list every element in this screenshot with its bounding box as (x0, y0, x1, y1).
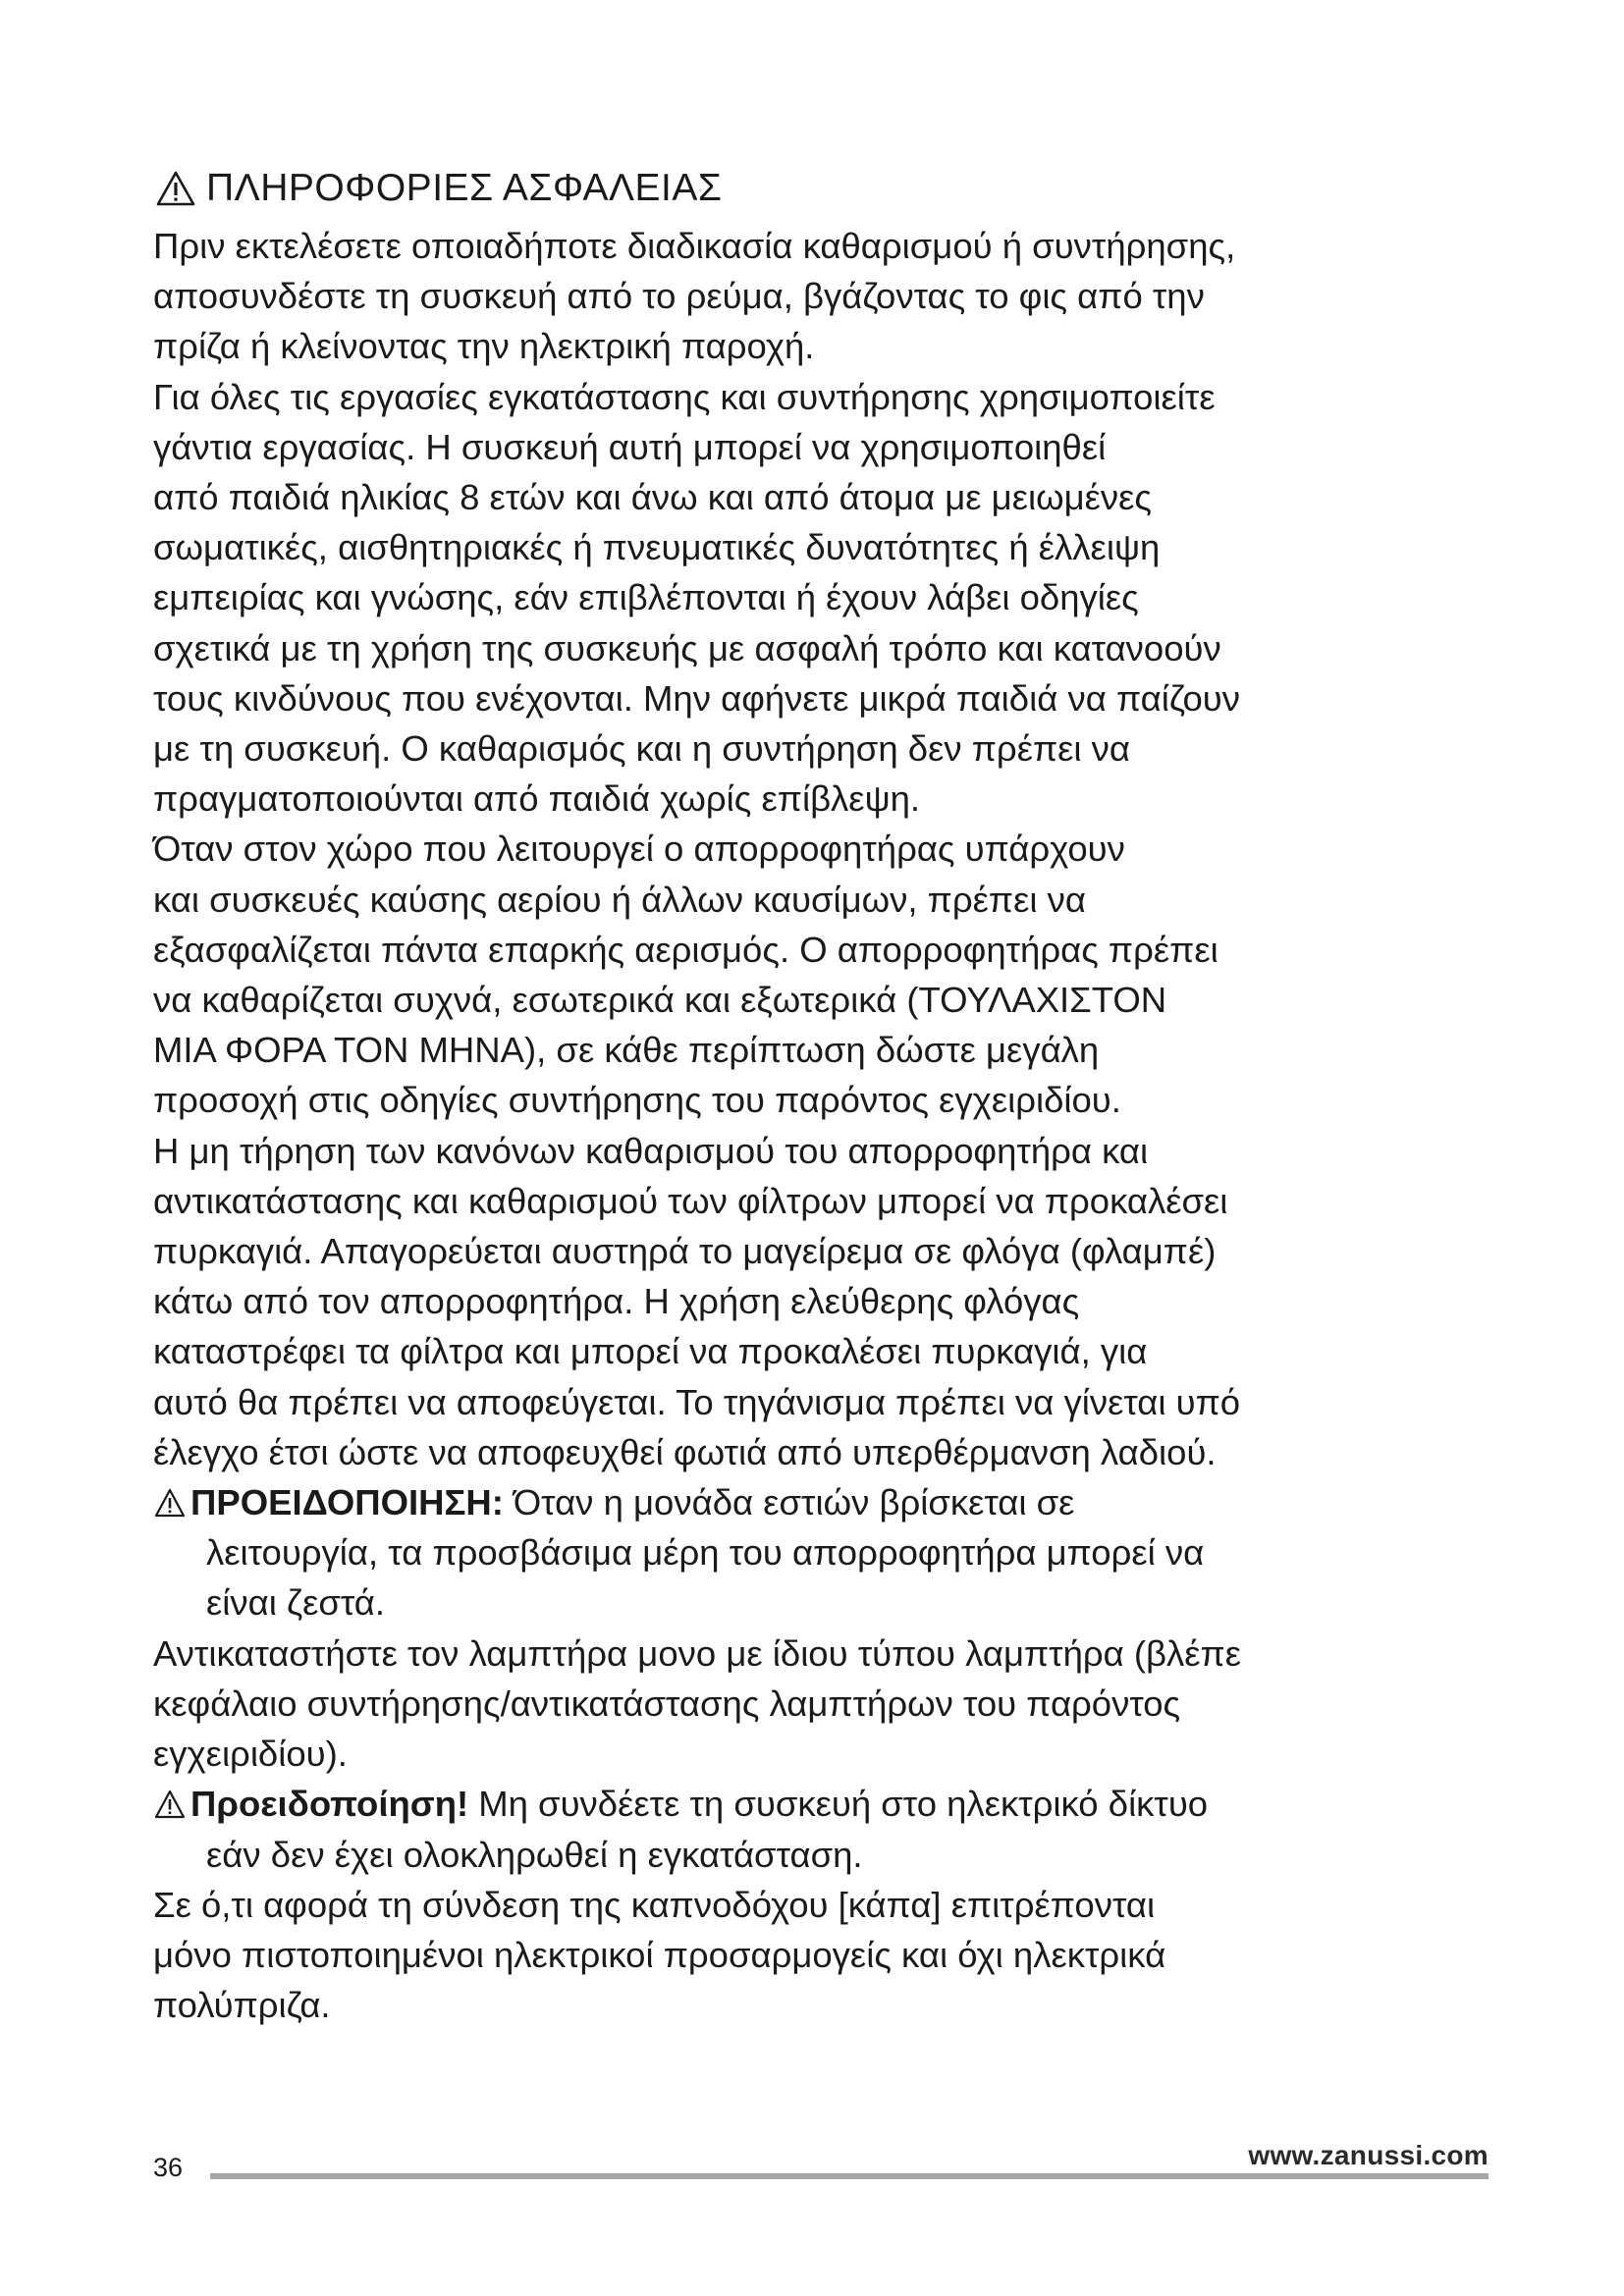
text-line: γάντια εργασίας. Η συσκευή αυτή μπορεί να χρησιμοποιηθεί (153, 426, 1107, 467)
text-line: εγχειριδίου). (153, 1734, 348, 1775)
warning-installation (153, 1779, 1489, 1879)
warning-triangle-icon (153, 1487, 187, 1519)
text-line: αντικατάστασης και καθαρισμού των φίλτρων μπορεί να προκαλέσει (153, 1180, 1228, 1221)
text-line: έλεγχο έτσι ώστε να αποφευχθεί φωτιά από υπερθέρμανση λαδιού. (153, 1431, 1217, 1472)
paragraph-ventilation (153, 824, 1489, 1125)
text-line: σχετικά με τη χρήση της συσκευής με ασφαλή τρόπο και κατανοούν (153, 627, 1221, 668)
section-heading-text: ΠΛΗΡΟΦΟΡΙΕΣ ΑΣΦΑΛΕΙΑΣ (206, 167, 723, 209)
text-line: κεφάλαιο συντήρησης/αντικατάστασης λαμπτήρων του παρόντος (153, 1682, 1181, 1724)
paragraph-disconnect (153, 221, 1489, 372)
text-line: από παιδιά ηλικίας 8 ετών και άνω και από άτομα με μειωμένες (153, 477, 1152, 518)
warning-first-line (153, 1477, 1489, 1527)
text-line: σωματικές, αισθητηριακές ή πνευματικές δυνατότητες ή έλλειψη (153, 527, 1161, 568)
text-line: πραγματοποιούνται από παιδιά χωρίς επίβλεψη. (153, 778, 921, 820)
text-line: προσοχή στις οδηγίες συντήρησης του παρόντος εγχειριδίου. (153, 1080, 1121, 1121)
text-line: Πριν εκτελέσετε οποιαδήποτε διαδικασία καθαρισμού ή συντήρησης, (153, 226, 1236, 266)
paragraph-gloves-children (153, 372, 1489, 825)
warning-text: Όταν η μονάδα εστιών βρίσκεται σε (513, 1482, 1075, 1523)
warning-label: Προειδοποίηση! (190, 1784, 469, 1825)
text-line: αποσυνδέστε τη συσκευή από το ρεύμα, βγάζοντας το φις από την (153, 276, 1205, 317)
text-line: ΜΙΑ ΦΟΡΑ ΤΟΝ ΜΗΝΑ), σε κάθε περίπτωση δώστε μεγάλη (153, 1030, 1100, 1071)
text-line: εάν δεν έχει ολοκληρωθεί η εγκατάσταση. (206, 1834, 863, 1875)
text-line: είναι ζεστά. (206, 1582, 386, 1624)
section-heading (153, 163, 1489, 214)
text-line: τους κινδύνους που ενέχονται. Μην αφήνετε μικρά παιδιά να παίζουν (153, 677, 1240, 719)
page-footer (153, 2140, 1489, 2187)
text-line: πυρκαγιά. Απαγορεύεται αυστηρά το μαγείρεμα σε φλόγα (φλαμπέ) (153, 1231, 1217, 1272)
text-line: πολύπριζα. (153, 1985, 331, 2026)
page-number: 36 (153, 2153, 184, 2182)
text-line: μόνο πιστοποιημένοι ηλεκτρικοί προσαρμογείς και όχι ηλεκτρικά (153, 1934, 1166, 1975)
paragraph-lamp-replacement (153, 1629, 1489, 1780)
website-link[interactable]: www.zanussi.com (1248, 2140, 1489, 2170)
warning-triangle-icon (153, 1789, 187, 1820)
text-line: εμπειρίας και γνώσης, εάν επιβλέπονται ή έχουν λάβει οδηγίες (153, 577, 1139, 618)
warning-first-line (153, 1779, 1489, 1829)
paragraph-fire-risk (153, 1126, 1489, 1477)
text-line: με τη συσκευή. Ο καθαρισμός και η συντήρηση δεν πρέπει να (153, 728, 1131, 770)
text-line: να καθαρίζεται συχνά, εσωτερικά και εξωτερικά (ΤΟΥΛΑΧΙΣΤΟΝ (153, 980, 1167, 1021)
text-line: Η μη τήρηση των κανόνων καθαρισμού του απορροφητήρα και (153, 1130, 1149, 1171)
warning-hot-parts (153, 1477, 1489, 1629)
warning-triangle-icon (155, 170, 196, 207)
text-line: και συσκευές καύσης αερίου ή άλλων καυσίμων, πρέπει να (153, 879, 1086, 920)
text-line: εξασφαλίζεται πάντα επαρκής αερισμός. Ο απορροφητήρας πρέπει (153, 929, 1218, 970)
paragraph-chimney-connection (153, 1880, 1489, 2031)
footer-divider (210, 2173, 1489, 2179)
page-content (153, 163, 1489, 2030)
warning-label: ΠΡΟΕΙΔΟΠΟΙΗΣΗ: (190, 1482, 504, 1523)
text-line: καταστρέφει τα φίλτρα και μπορεί να προκαλέσει πυρκαγιά, για (153, 1331, 1148, 1372)
text-line: Για όλες τις εργασίες εγκατάστασης και συντήρησης χρησιμοποιείτε (153, 376, 1216, 417)
text-line: Αντικαταστήστε τον λαμπτήρα μονο με ίδιου τύπου λαμπτήρα (βλέπε (153, 1632, 1242, 1674)
text-line: Όταν στον χώρο που λειτουργεί ο απορροφητήρας υπάρχουν (153, 828, 1125, 870)
text-line: Σε ό,τι αφορά τη σύνδεση της καπνοδόχου [κάπα] επιτρέπονται (153, 1884, 1156, 1925)
text-line: πρίζα ή κλείνοντας την ηλεκτρική παροχή. (153, 326, 815, 367)
text-line: αυτό θα πρέπει να αποφεύγεται. Το τηγάνισμα πρέπει να γίνεται υπό (153, 1381, 1241, 1422)
text-line: λειτουργία, τα προσβάσιμα μέρη του απορροφητήρα μπορεί να (206, 1532, 1205, 1574)
text-line: κάτω από τον απορροφητήρα. Η χρήση ελεύθερης φλόγας (153, 1281, 1080, 1322)
warning-text: Μη συνδέετε τη συσκευή στο ηλεκτρικό δίκτυο (478, 1784, 1209, 1825)
